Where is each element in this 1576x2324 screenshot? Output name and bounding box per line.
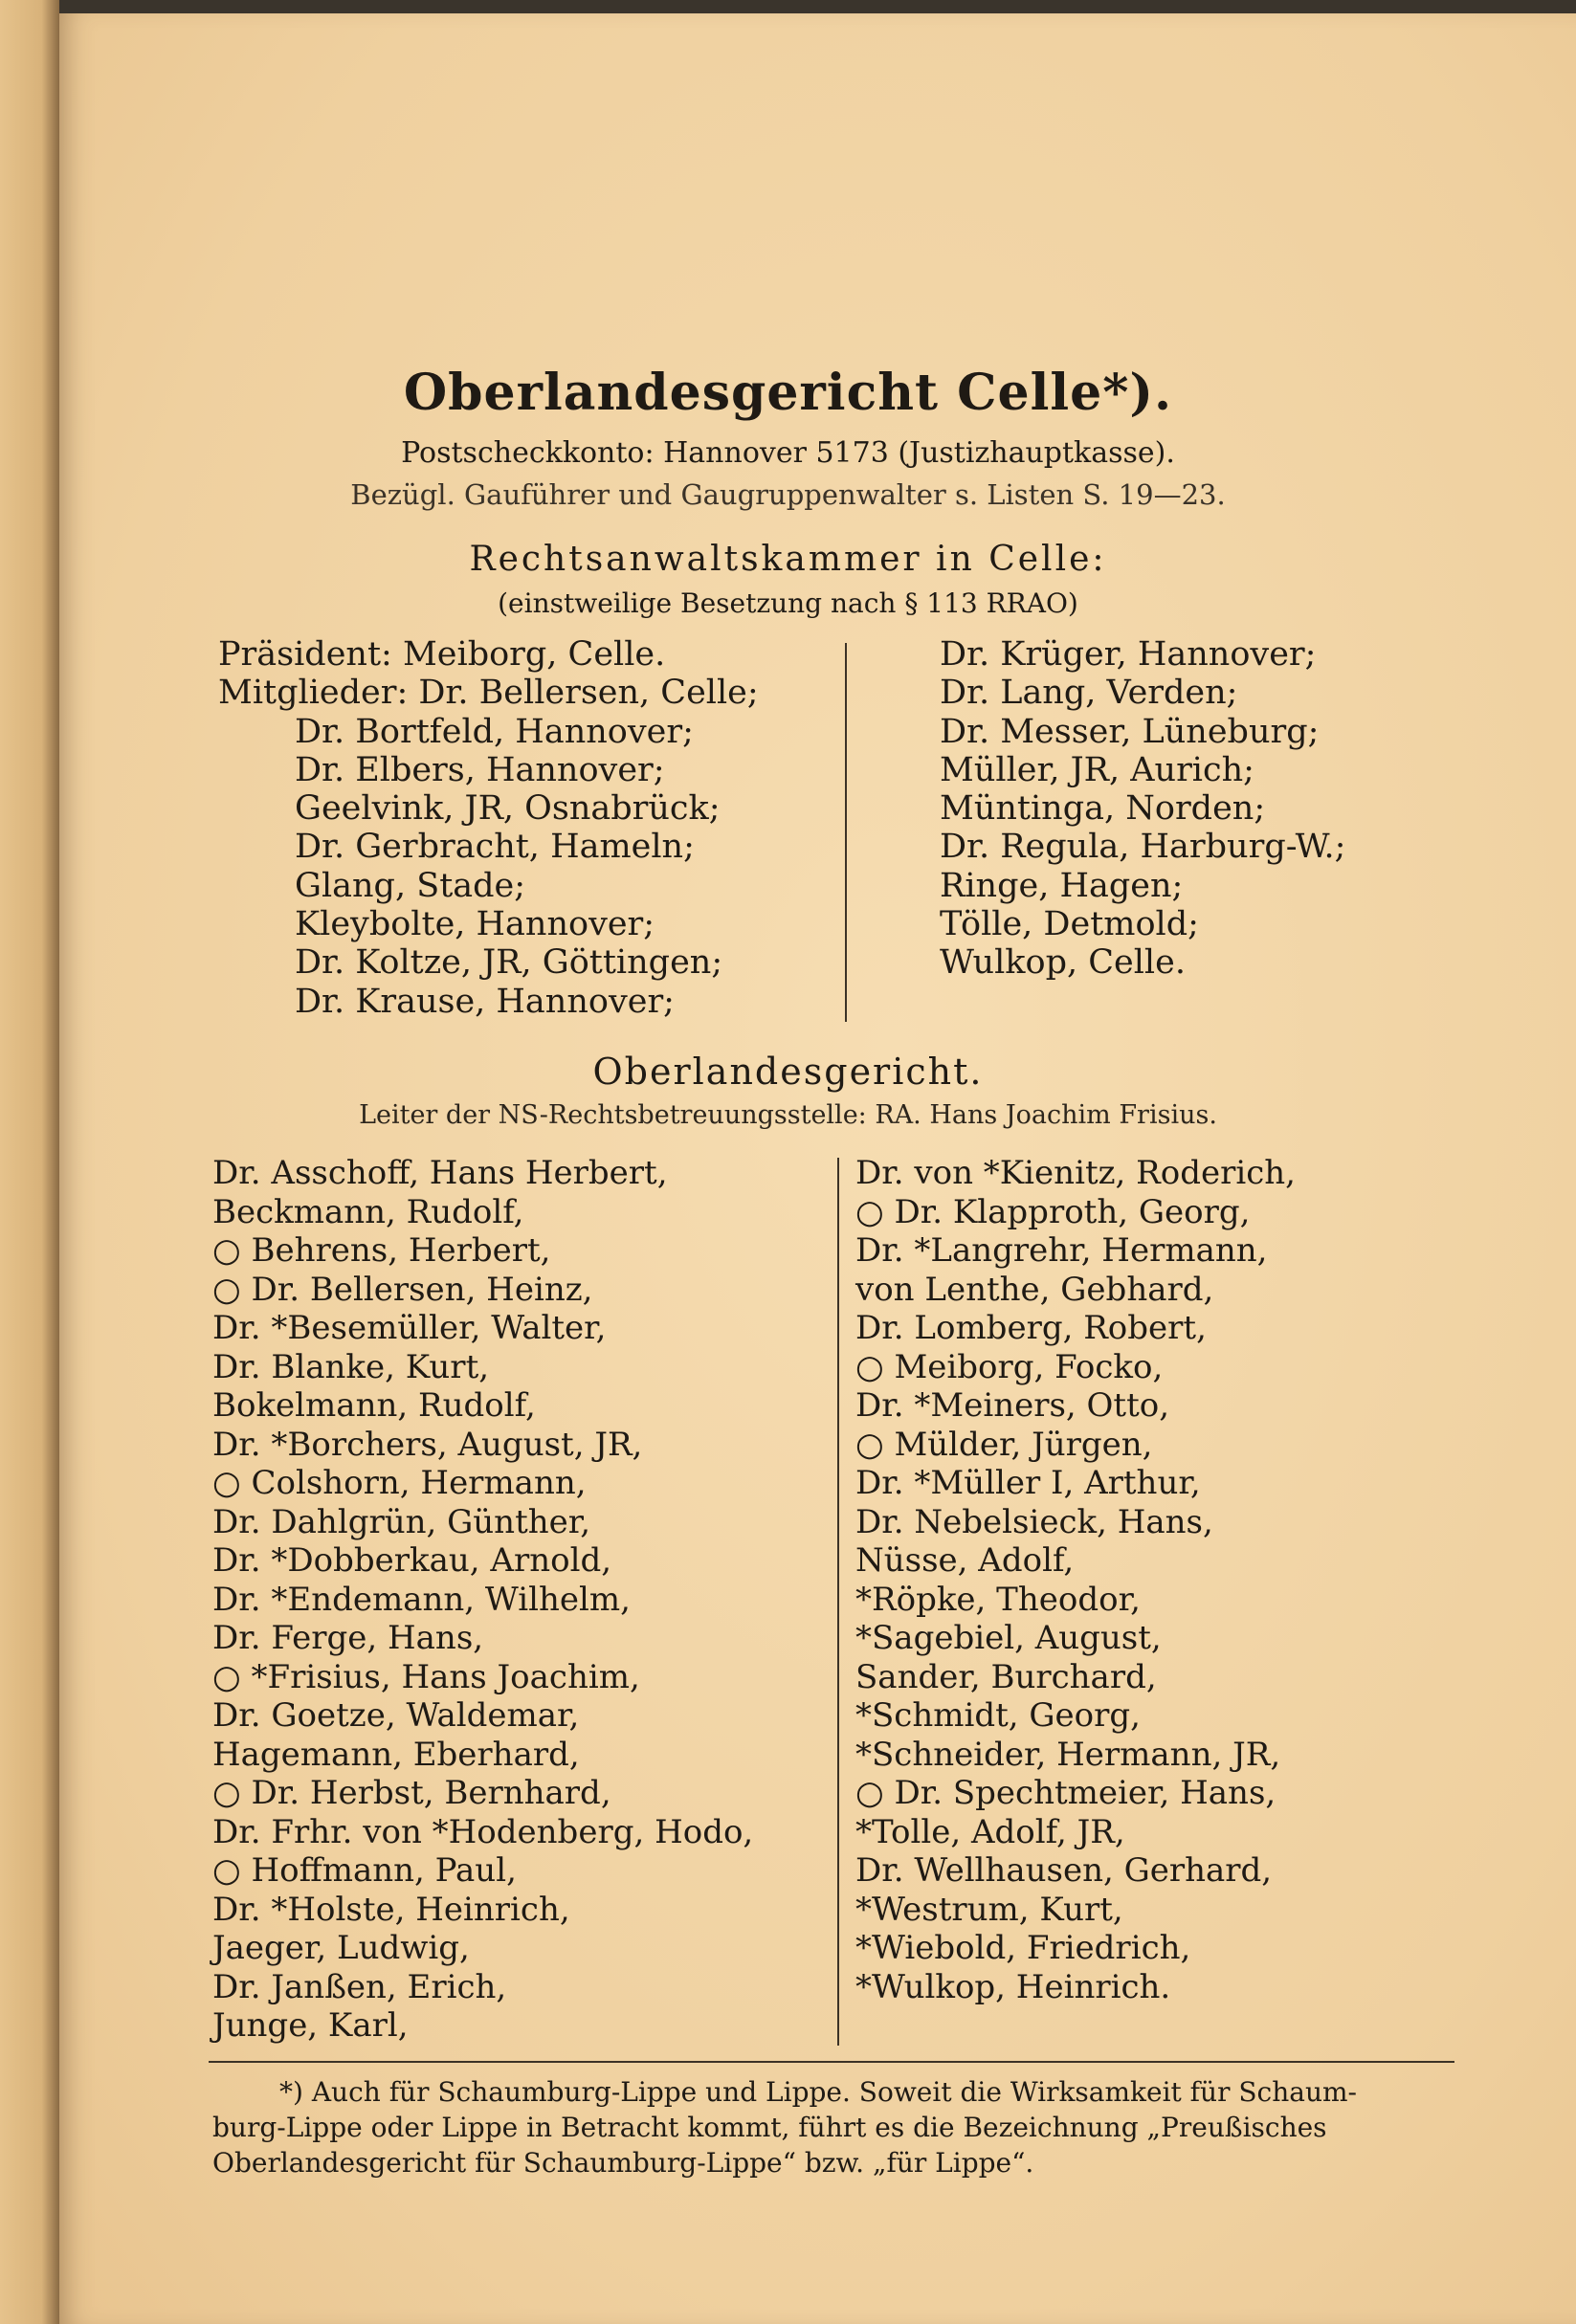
list-item: ○ Behrens, Herbert, (212, 1231, 551, 1270)
list-item: Müller, JR, Aurich; (940, 750, 1254, 789)
list-item: Dr. Asschoff, Hans Herbert, (212, 1154, 668, 1192)
list-item: Sander, Burchard, (855, 1657, 1157, 1696)
list-item: Präsident: Meiborg, Celle. (218, 635, 666, 674)
list-item: Dr. *Meiners, Otto, (855, 1386, 1170, 1425)
olg-heading: Oberlandesgericht. (592, 1051, 984, 1093)
chamber-list-left (218, 635, 759, 1021)
reference-line: Bezügl. Gauführer und Gaugruppenwalter s. Listen S. 19—23. (350, 478, 1226, 511)
list-item: Dr. Blanke, Kurt, (212, 1347, 490, 1386)
list-item: ○ Dr. Spechtmeier, Hans, (855, 1774, 1276, 1812)
chamber-list-right (940, 635, 1345, 983)
list-item: Hagemann, Eberhard, (212, 1735, 580, 1774)
list-item: *Schneider, Hermann, JR, (855, 1735, 1281, 1774)
list-item: Dr. Janßen, Erich, (212, 1967, 507, 2006)
list-item: Dr. Elbers, Hannover; (295, 750, 665, 789)
footnote-line: burg-Lippe oder Lippe in Betracht kommt, führt es die Bezeichnung „Preußisches (212, 2112, 1327, 2143)
list-item: Dr. Goetze, Waldemar, (212, 1696, 580, 1735)
list-item: Bokelmann, Rudolf, (212, 1386, 536, 1425)
list-item: Dr. Krause, Hannover; (295, 982, 675, 1021)
list-item: Dr. Lomberg, Robert, (855, 1309, 1207, 1347)
scan-top-border (59, 0, 1576, 13)
chamber-heading: Rechtsanwaltskammer in Celle: (469, 540, 1107, 579)
list-item: Dr. Dahlgrün, Günther, (212, 1502, 591, 1541)
list-item: Beckmann, Rudolf, (212, 1192, 524, 1231)
list-item: Dr. *Endemann, Wilhelm, (212, 1580, 631, 1619)
list-item: Dr. Nebelsieck, Hans, (855, 1502, 1213, 1541)
list-item: *Sagebiel, August, (855, 1619, 1162, 1657)
list-item: Nüsse, Adolf, (855, 1541, 1075, 1580)
chamber-note: (einstweilige Besetzung nach § 113 RRAO) (498, 587, 1078, 619)
list-item: Dr. *Langrehr, Hermann, (855, 1231, 1268, 1270)
list-item: *Wulkop, Heinrich. (855, 1967, 1171, 2006)
list-item: ○ Dr. Bellersen, Heinz, (212, 1270, 593, 1309)
list-item: ○ Dr. Klapproth, Georg, (855, 1192, 1251, 1231)
list-item: Dr. Lang, Verden; (940, 674, 1238, 713)
list-item: Dr. Wellhausen, Gerhard, (855, 1851, 1273, 1890)
list-item: von Lenthe, Gebhard, (855, 1270, 1214, 1309)
footnote-rule (209, 2061, 1454, 2063)
list-item: Ringe, Hagen; (940, 866, 1184, 905)
list-item: *Schmidt, Georg, (855, 1696, 1141, 1735)
footnote-line: *) Auch für Schaumburg-Lippe und Lippe. Soweit die Wirksamkeit für Schaum- (279, 2076, 1358, 2108)
list-item: Jaeger, Ludwig, (212, 1929, 470, 1967)
list-item: ○ Colshorn, Hermann, (212, 1464, 587, 1502)
list-item: Dr. Krüger, Hannover; (940, 635, 1317, 674)
list-item: ○ Dr. Herbst, Bernhard, (212, 1774, 611, 1812)
list-item: Dr. Koltze, JR, Göttingen; (295, 943, 723, 983)
list-item: Dr. *Borchers, August, JR, (212, 1425, 643, 1464)
list-item: *Tolle, Adolf, JR, (855, 1812, 1125, 1851)
list-item: Dr. *Dobberkau, Arnold, (212, 1541, 612, 1580)
list-item: Dr. von *Kienitz, Roderich, (855, 1154, 1296, 1192)
list-item: Dr. *Besemüller, Walter, (212, 1309, 607, 1347)
postscheck-line: Postscheckkonto: Hannover 5173 (Justizhauptkasse). (401, 436, 1175, 470)
binding-edge (0, 0, 59, 2324)
footnote (212, 2074, 1466, 2180)
list-item: Geelvink, JR, Osnabrück; (295, 789, 721, 829)
list-item: *Westrum, Kurt, (855, 1890, 1123, 1929)
list-item: ○ Mülder, Jürgen, (855, 1425, 1153, 1464)
olg-list-right (855, 1154, 1296, 2006)
list-item: Dr. Bortfeld, Hannover; (295, 712, 694, 751)
list-item: Dr. *Müller I, Arthur, (855, 1464, 1201, 1502)
list-item: Dr. Frhr. von *Hodenberg, Hodo, (212, 1812, 754, 1851)
list-item: *Röpke, Theodor, (855, 1580, 1141, 1619)
list-item: Kleybolte, Hannover; (295, 905, 655, 944)
list-item: Tölle, Detmold; (940, 905, 1199, 944)
list-item: ○ *Frisius, Hans Joachim, (212, 1657, 640, 1696)
list-item: Dr. Regula, Harburg-W.; (940, 828, 1346, 867)
list-item: Junge, Karl, (212, 2006, 409, 2045)
list-item: Müntinga, Norden; (940, 789, 1266, 829)
list-item: *Wiebold, Friedrich, (855, 1929, 1191, 1967)
list-item: Dr. Gerbracht, Hameln; (295, 828, 695, 867)
list-item: Dr. *Holste, Heinrich, (212, 1890, 570, 1929)
list-item: Mitglieder: Dr. Bellersen, Celle; (218, 674, 759, 713)
list-item: Glang, Stade; (295, 866, 526, 905)
list-item: ○ Meiborg, Focko, (855, 1347, 1164, 1386)
list-item: Dr. Ferge, Hans, (212, 1619, 484, 1657)
footnote-line: Oberlandesgericht für Schaumburg-Lippe“ bzw. „für Lippe“. (212, 2147, 1034, 2179)
column-divider (837, 1158, 839, 2046)
olg-list-left (212, 1154, 753, 2046)
column-divider (845, 643, 847, 1022)
olg-leader: Leiter der NS-Rechtsbetreuungsstelle: RA. Hans Joachim Frisius. (359, 1100, 1217, 1130)
page-title: Oberlandesgericht Celle*). (403, 364, 1173, 422)
list-item: ○ Hoffmann, Paul, (212, 1851, 517, 1890)
list-item: Wulkop, Celle. (940, 943, 1186, 983)
list-item: Dr. Messer, Lüneburg; (940, 712, 1320, 751)
